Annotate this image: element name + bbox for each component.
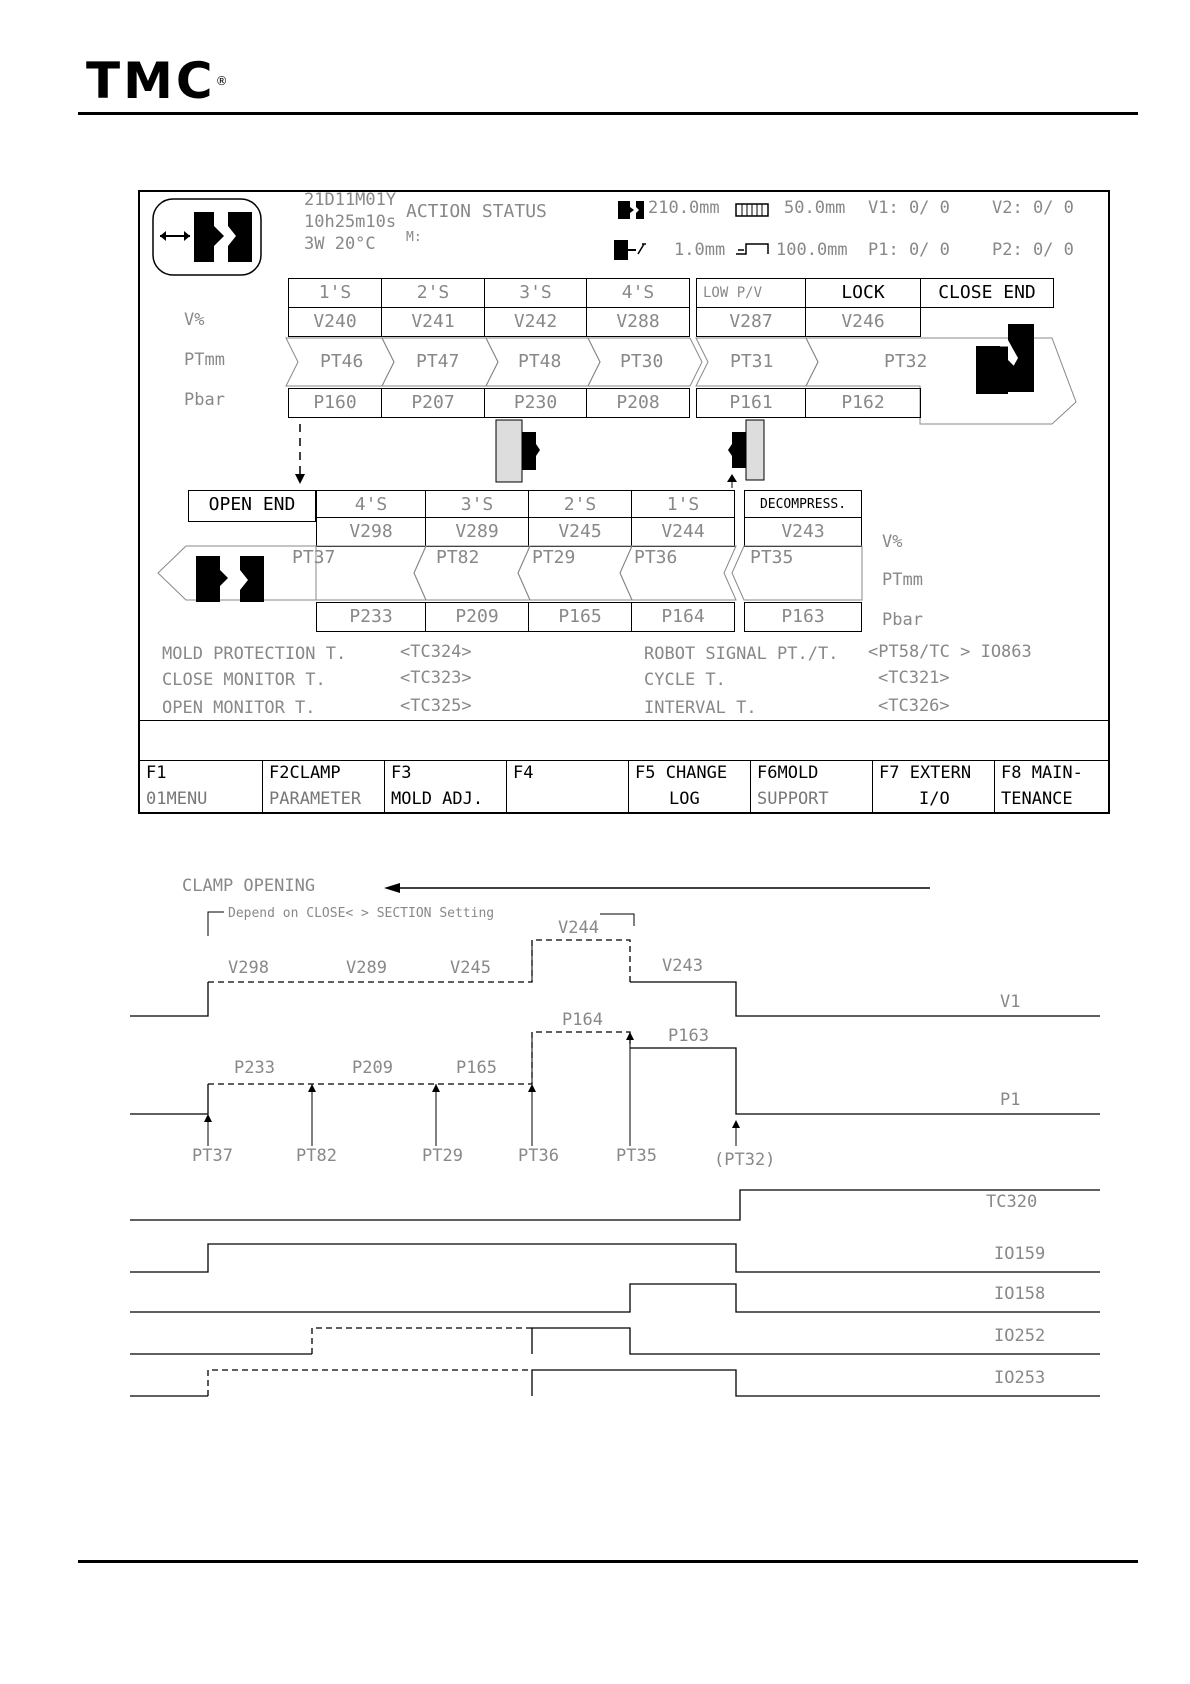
close-position-chevrons: [140, 192, 1100, 302]
lock-pressure[interactable]: P162: [805, 388, 921, 418]
low-pv-velocity[interactable]: V287: [696, 307, 806, 337]
registered-mark: ®: [215, 74, 231, 88]
mold-position-value: 210.0mm: [648, 198, 720, 218]
open-monitor-timer-label: OPEN MONITOR T.: [162, 698, 316, 718]
open-stage-1-velocity[interactable]: V244: [631, 517, 735, 547]
tmc-logo: [86, 52, 231, 110]
timing-note: Depend on CLOSE< > SECTION Setting: [228, 906, 495, 921]
status-extra: 3W 20°C: [304, 234, 376, 254]
timing-p164: P164: [562, 1010, 603, 1030]
mold-protection-timer-label: MOLD PROTECTION T.: [162, 644, 347, 664]
cycle-timer-value[interactable]: <TC321>: [878, 668, 950, 688]
timing-pt36: PT36: [518, 1146, 559, 1166]
open-stage-2-header: 2'S: [528, 490, 632, 518]
timing-title: CLAMP OPENING: [182, 876, 316, 896]
timing-v244: V244: [558, 918, 599, 938]
footer-rule: [78, 1560, 1138, 1563]
row-label-position: PTmm: [184, 350, 225, 370]
close-stage-3-velocity[interactable]: V242: [484, 307, 587, 337]
robot-signal-value[interactable]: <PT58/TC > IO863: [868, 642, 1032, 662]
timing-v243: V243: [662, 956, 703, 976]
lock-velocity[interactable]: V246: [805, 307, 921, 337]
transition-graphics: [140, 418, 1100, 488]
timing-p1-signal: P1: [1000, 1090, 1021, 1110]
open-stage-1-position[interactable]: PT36: [634, 547, 678, 568]
message-bar-top-rule: [140, 720, 1108, 721]
screen-title: ACTION STATUS: [406, 201, 547, 222]
date-display: 21D11M01Y: [304, 190, 397, 210]
timing-p233: P233: [234, 1058, 275, 1078]
open-stage-4-header: 4'S: [316, 490, 426, 518]
mold-protection-timer-value[interactable]: <TC324>: [400, 642, 472, 662]
timing-v298: V298: [228, 958, 269, 978]
open-stage-2-position[interactable]: PT29: [532, 547, 576, 568]
core-position-value: 100.0mm: [776, 240, 848, 260]
timing-pt32: (PT32): [714, 1150, 776, 1170]
decompress-velocity[interactable]: V243: [744, 517, 862, 547]
close-stage-2-pressure[interactable]: P207: [381, 388, 485, 418]
decompress-header: DECOMPRESS.: [744, 490, 862, 518]
timing-p209: P209: [352, 1058, 393, 1078]
timing-p165: P165: [456, 1058, 497, 1078]
close-end-header: CLOSE END: [920, 278, 1054, 308]
f8-maintenance-key[interactable]: F8 MAIN- TENANCE: [1001, 763, 1083, 809]
low-pv-position[interactable]: PT31: [730, 351, 774, 372]
open-stage-3-header: 3'S: [425, 490, 529, 518]
open-monitor-timer-value[interactable]: <TC325>: [400, 696, 472, 716]
open-stage-1-pressure[interactable]: P164: [631, 602, 735, 632]
close-stage-1-pressure[interactable]: P160: [288, 388, 382, 418]
timing-io252: IO252: [994, 1326, 1046, 1346]
v1-readout: V1: 0/ 0: [868, 198, 950, 218]
row-label-pressure-right: Pbar: [882, 610, 923, 630]
open-stage-3-position[interactable]: PT82: [436, 547, 480, 568]
robot-signal-label: ROBOT SIGNAL PT./T.: [644, 644, 839, 664]
low-pv-header: LOW P/V: [696, 278, 806, 308]
close-stage-4-position[interactable]: PT30: [620, 351, 664, 372]
close-stage-4-pressure[interactable]: P208: [586, 388, 690, 418]
open-stage-4-pressure[interactable]: P233: [316, 602, 426, 632]
timing-tc320: TC320: [986, 1192, 1038, 1212]
timing-io159: IO159: [994, 1244, 1046, 1264]
timing-pt35: PT35: [616, 1146, 657, 1166]
timing-v1-signal: V1: [1000, 992, 1021, 1012]
low-pv-pressure[interactable]: P161: [696, 388, 806, 418]
f4-key[interactable]: F4: [507, 760, 629, 814]
close-stage-1-position[interactable]: PT46: [320, 351, 364, 372]
close-monitor-timer-value[interactable]: <TC323>: [400, 668, 472, 688]
row-label-position-right: PTmm: [882, 570, 923, 590]
row-label-velocity-right: V%: [882, 532, 903, 552]
close-stage-1-velocity[interactable]: V240: [288, 307, 382, 337]
open-stage-3-velocity[interactable]: V289: [425, 517, 529, 547]
open-end-header: OPEN END: [188, 490, 316, 522]
f2-clamp-parameter-key[interactable]: F2CLAMP PARAMETER: [263, 760, 385, 814]
close-monitor-timer-label: CLOSE MONITOR T.: [162, 670, 326, 690]
mode-label: M:: [406, 230, 422, 245]
f5-change-log-key[interactable]: F5 CHANGE LOG: [629, 760, 751, 814]
header-rule: [78, 112, 1138, 115]
timing-pt29: PT29: [422, 1146, 463, 1166]
open-stage-4-position[interactable]: PT37: [292, 547, 336, 568]
close-stage-4-velocity[interactable]: V288: [586, 307, 690, 337]
row-label-pressure: Pbar: [184, 390, 225, 410]
open-stage-1-header: 1'S: [631, 490, 735, 518]
f3-mold-adj-key[interactable]: F3 MOLD ADJ.: [385, 760, 507, 814]
timing-io158: IO158: [994, 1284, 1046, 1304]
f6-mold-support-key[interactable]: F6MOLD SUPPORT: [751, 760, 873, 814]
timing-v289: V289: [346, 958, 387, 978]
row-label-velocity: V%: [184, 310, 205, 330]
open-stage-4-velocity[interactable]: V298: [316, 517, 426, 547]
open-stage-3-pressure[interactable]: P209: [425, 602, 529, 632]
close-stage-1-header: 1'S: [288, 278, 382, 308]
close-stage-3-pressure[interactable]: P230: [484, 388, 587, 418]
f1-menu-key[interactable]: F1 01MENU: [140, 760, 263, 814]
open-stage-2-pressure[interactable]: P165: [528, 602, 632, 632]
close-stage-2-velocity[interactable]: V241: [381, 307, 485, 337]
close-stage-2-position[interactable]: PT47: [416, 351, 460, 372]
p1-readout: P1: 0/ 0: [868, 240, 950, 260]
interval-timer-value[interactable]: <TC326>: [878, 696, 950, 716]
interval-timer-label: INTERVAL T.: [644, 698, 757, 718]
action-status-screen: [138, 190, 1110, 814]
close-stage-3-header: 3'S: [484, 278, 587, 308]
cycle-timer-label: CYCLE T.: [644, 670, 726, 690]
ejector-position-value: 50.0mm: [784, 198, 846, 218]
timing-pt37: PT37: [192, 1146, 233, 1166]
v2-readout: V2: 0/ 0: [992, 198, 1074, 218]
mold-adjust-value: 1.0mm: [674, 240, 726, 260]
timing-pt82: PT82: [296, 1146, 337, 1166]
close-stage-3-position[interactable]: PT48: [518, 351, 562, 372]
p2-readout: P2: 0/ 0: [992, 240, 1074, 260]
f7-extern-io-key[interactable]: F7 EXTERN I/O: [873, 760, 995, 814]
lock-header: LOCK: [805, 278, 921, 308]
time-display: 10h25m10s: [304, 212, 397, 232]
close-stage-2-header: 2'S: [381, 278, 485, 308]
close-stage-4-header: 4'S: [586, 278, 690, 308]
timing-v245: V245: [450, 958, 491, 978]
logo-text: TMC: [86, 52, 216, 110]
decompress-position[interactable]: PT35: [750, 547, 794, 568]
lock-position[interactable]: PT32: [884, 351, 928, 372]
decompress-pressure[interactable]: P163: [744, 602, 862, 632]
timing-p163: P163: [668, 1026, 709, 1046]
open-stage-2-velocity[interactable]: V245: [528, 517, 632, 547]
timing-io253: IO253: [994, 1368, 1046, 1388]
timing-diagram: [0, 870, 1190, 1430]
